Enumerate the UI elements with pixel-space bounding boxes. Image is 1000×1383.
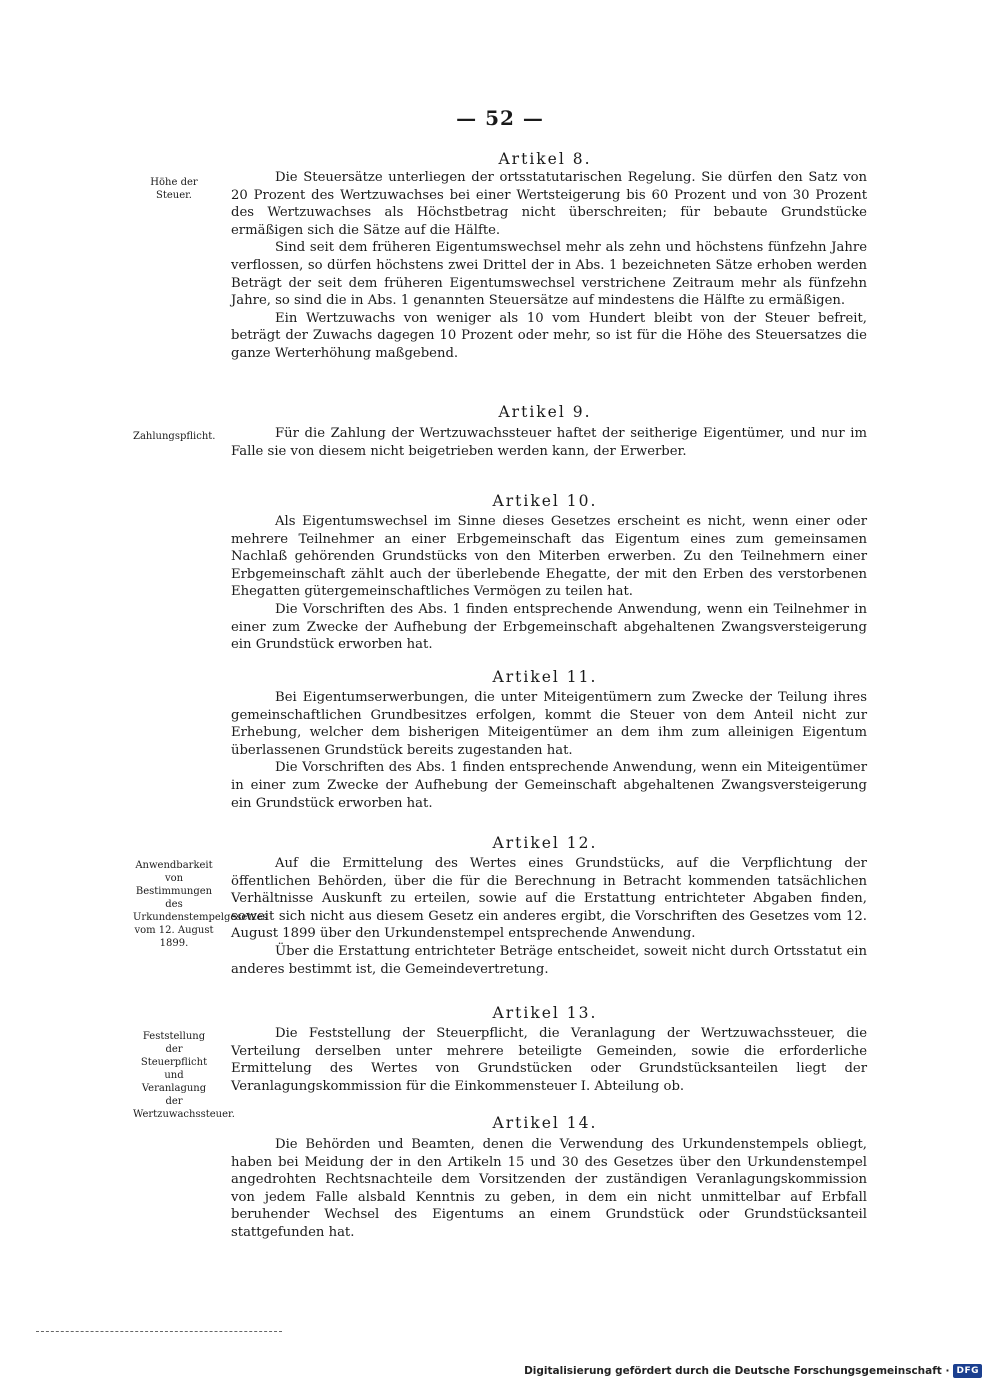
article-9-title: Artikel 9. <box>498 403 592 421</box>
article-14-title: Artikel 14. <box>492 1114 598 1132</box>
article-8-paragraph: Die Steuersätze unterliegen der ortsstatutarischen Regelung. Sie dürfen den Satz von 20 Prozent des Wertzuwachses bei einer Wertsteigerung bis 60 Prozent und von 30 Prozent des Wertzuwachses als Höchstbetrag nicht überschreiten; für bebaute Grundstücke ermäßigen sich die Sätze auf die Hälfte. <box>231 170 867 238</box>
article-12-body <box>231 855 867 978</box>
article-13-paragraph: Die Feststellung der Steuerpflicht, die Veranlagung der Wertzuwachssteuer, die Verteilung derselben unter mehrere beteiligte Gemeinden, sowie die erforderliche Ermittelung des Wertes von Grundstücken oder Grundstücksanteilen liegt der Veranlagungskommission für die Einkommensteuer I. Abteilung ob. <box>231 1026 867 1094</box>
article-8-title: Artikel 8. <box>498 150 592 168</box>
article-8-body <box>231 169 867 363</box>
margin-note-article-12: Anwendbarkeit von Bestimmungen des Urkundenstempelgesetzes vom 12. August 1899. <box>133 860 268 949</box>
footer-text: Digitalisierung gefördert durch die Deutsche Forschungsgemeinschaft · <box>524 1365 950 1377</box>
article-14-body <box>231 1136 867 1242</box>
article-11-body <box>231 689 867 812</box>
article-10-paragraph: Die Vorschriften des Abs. 1 finden entsprechende Anwendung, wenn ein Teilnehmer in einer zum Zwecke der Aufhebung der Erbgemeinschaft abgehaltenen Zwangsversteigerung ein Grundstück erworben hat. <box>231 601 867 653</box>
article-10-title: Artikel 10. <box>492 492 598 510</box>
digitization-footer <box>524 1364 982 1378</box>
article-12-title: Artikel 12. <box>492 834 598 852</box>
article-10-body <box>231 513 867 654</box>
article-8-paragraph: Sind seit dem früheren Eigentumswechsel mehr als zehn und höchstens fünfzehn Jahre verflossen, so dürfen höchstens zwei Drittel der in Abs. 1 bezeichneten Sätze erhoben werden Beträgt der seit dem früheren Eigentumswechsel verstrichene Zeitraum mehr als fünfzehn Jahre, so sind die in Abs. 1 genannten Steuersätze auf mindestens die Hälfte zu ermäßigen. <box>231 240 867 309</box>
page-number: — 52 — <box>456 106 544 130</box>
article-12-paragraph: Auf die Ermittelung des Wertes eines Grundstücks, auf die Verpflichtung der öffentlichen Behörden, über die für die Berechnung in Betracht kommenden tatsächlichen Verhältnisse Auskunft zu erteilen, sowie auf die Erstattung entrichteter Abgaben finden, soweit sich nicht aus diesem Gesetz ein anderes ergibt, die Vorschriften des Gesetzes vom 12. August 1899 über den Urkundenstempel entsprechende Anwendung. <box>231 856 867 942</box>
article-13-body <box>231 1025 867 1095</box>
footer-rule <box>36 1331 282 1332</box>
article-13-title: Artikel 13. <box>492 1004 598 1022</box>
article-11-paragraph: Die Vorschriften des Abs. 1 finden entsprechende Anwendung, wenn ein Miteigentümer in einer zum Zwecke der Aufhebung der Gemeinschaft abgehaltenen Zwangsversteigerung ein Grundstück erworben hat. <box>231 760 867 811</box>
article-9-paragraph: Für die Zahlung der Wertzuwachssteuer haftet der seitherige Eigentümer, und nur im Falle sie von diesem nicht beigetrieben werden kann, der Erwerber. <box>231 426 867 459</box>
margin-note-article-13: Feststellung der Steuerpflicht und Veranlagung der Wertzuwachssteuer. <box>133 1031 235 1120</box>
article-9-body <box>231 425 867 460</box>
dfg-logo-icon: DFG <box>953 1364 982 1378</box>
article-11-paragraph: Bei Eigentumserwerbungen, die unter Miteigentümern zum Zwecke der Teilung ihres gemeinschaftlichen Grundbesitzes erfolgen, kommt die Steuer von dem Anteil nicht zur Erhebung, welcher dem bisherigen Miteigentümer an dem ihm zum alleinigen Eigentum überlassenen Grundstück bereits zugestanden hat. <box>231 690 867 758</box>
article-11-title: Artikel 11. <box>492 668 598 686</box>
article-10-paragraph: Als Eigentumswechsel im Sinne dieses Gesetzes erscheint es nicht, wenn einer oder mehrere Teilnehmer an einer Erbgemeinschaft das Eigentum eines zum gemeinsamen Nachlaß gehörenden Grundstücks von den Miterben erwerben. Zu den Teilnehmern einer Erbgemeinschaft zählt auch der überlebende Ehegatte, der mit den Erben des verstorbenen Ehegatten gütergemeinschaftliches Vermögen zu teilen hat. <box>231 514 867 600</box>
margin-note-article-9: Zahlungspflicht. <box>133 431 216 442</box>
article-14-paragraph: Die Behörden und Beamten, denen die Verwendung des Urkundenstempels obliegt, haben bei Meidung der in den Artikeln 15 und 30 des Gesetzes über den Urkundenstempel angedrohten Rechtsnachteile dem Vorsitzenden der zuständigen Veranlagungskommission von jedem Falle alsbald Kenntnis zu geben, in dem ein nicht unmittelbar auf Erbfall beruhender Wechsel des Eigentums an einem Grundstück oder Grundstücksanteil stattgefunden hat. <box>231 1137 867 1240</box>
margin-note-article-8: Höhe der Steuer. <box>150 177 198 201</box>
article-8-paragraph: Ein Wertzuwachs von weniger als 10 vom Hundert bleibt von der Steuer befreit, beträgt der Zuwachs dagegen 10 Prozent oder mehr, so ist für die Höhe des Steuersatzes die ganze Werterhöhung maßgebend. <box>231 310 867 361</box>
article-12-paragraph: Über die Erstattung entrichteter Beträge entscheidet, soweit nicht durch Ortsstatut ein anderes bestimmt ist, die Gemeindevertretung. <box>231 943 867 977</box>
